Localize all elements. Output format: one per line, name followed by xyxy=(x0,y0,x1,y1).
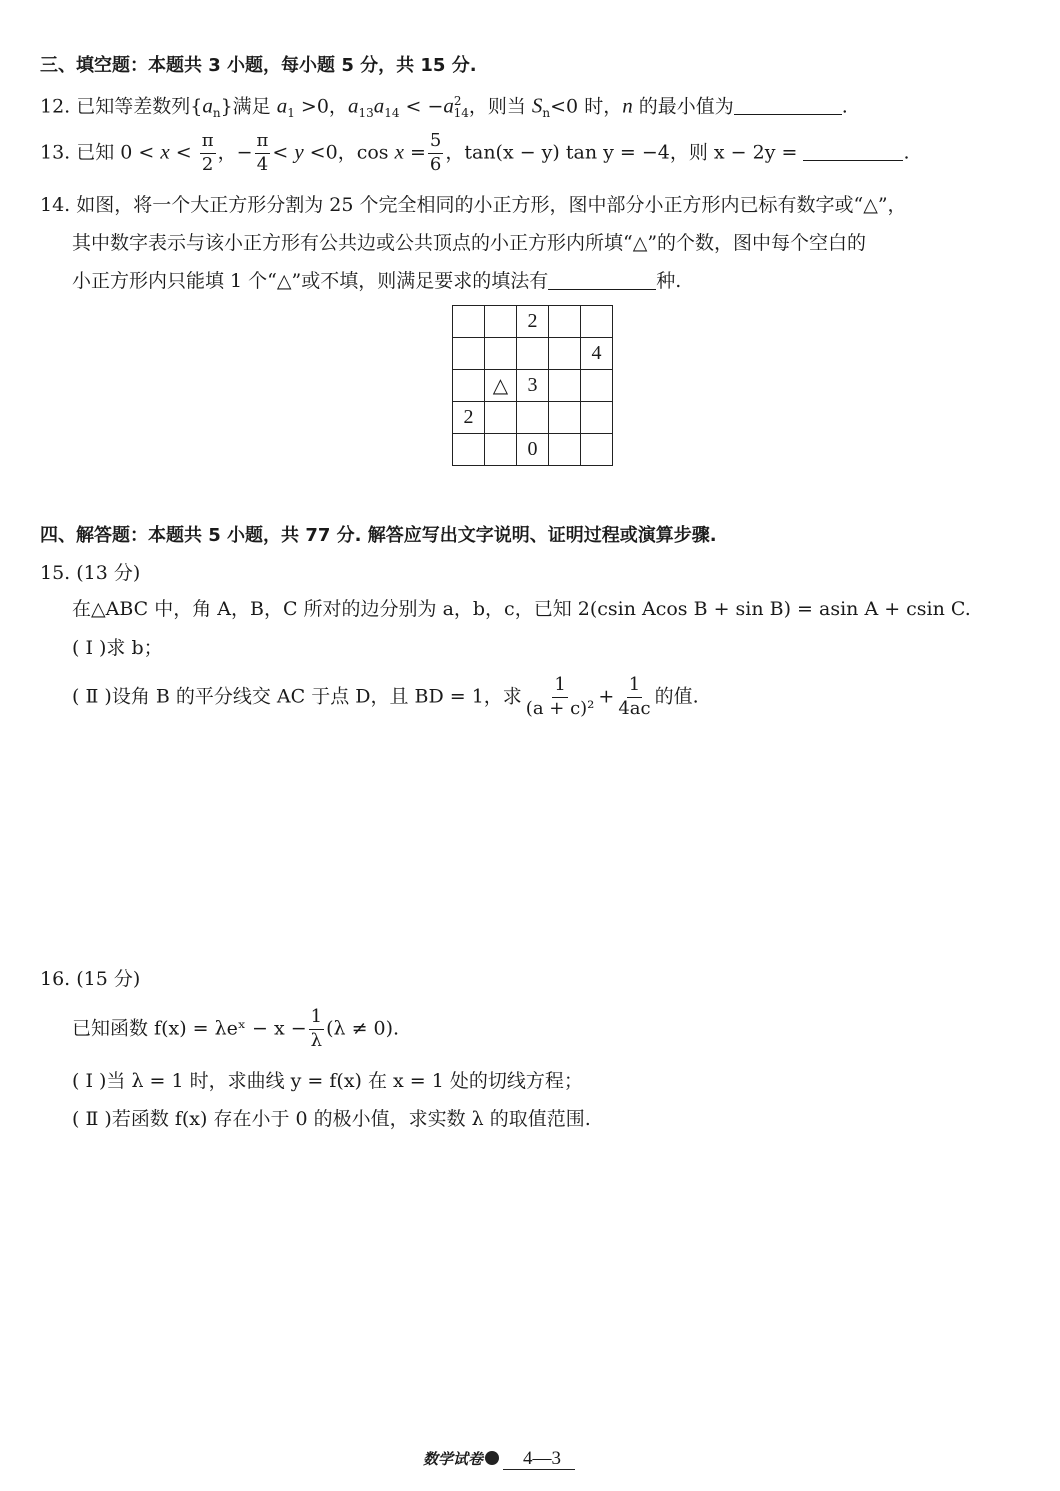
q12-answer-blank[interactable] xyxy=(734,113,842,115)
q13-frac-5-6: $\frac{5}{6}$ xyxy=(429,130,442,175)
grid-cell xyxy=(549,434,581,466)
grid-row xyxy=(453,370,613,402)
q13-tan-part: tan(x − y) tan y = −4，则 xyxy=(464,141,708,164)
q13-number: 13. xyxy=(40,141,71,164)
q16-part-2: ( Ⅱ )若函数 f(x) 存在小于 0 的极小值，求实数 λ 的取值范围. xyxy=(72,1108,591,1130)
grid-cell: 3 xyxy=(517,370,549,402)
section3-heading: 三、填空题：本题共 3 小题，每小题 5 分，共 15 分. xyxy=(40,55,477,76)
q13-answer-blank[interactable] xyxy=(803,159,903,161)
grid-cell xyxy=(549,306,581,338)
q12-text-cond3: <0 时， xyxy=(550,95,623,118)
q12-text-pre: 已知等差数列{ xyxy=(76,95,203,118)
q14-line-3-end: 种. xyxy=(656,270,682,292)
q13-text-pre: 已知 0 < xyxy=(76,141,155,164)
q16-stem xyxy=(72,1008,399,1051)
grid-cell xyxy=(453,434,485,466)
question-12: 12. 已知等差数列$\{a_n\}$满足 $a_1 >0$，$a_{13}a_{14} < -a^2_{14}$，则当 $S_n<0$ 时，n 的最小值为 . xyxy=(40,93,848,121)
grid-cell xyxy=(581,370,613,402)
q15-part-1: ( Ⅰ )求 b； xyxy=(72,637,163,659)
q16-header: 16. (15 分) xyxy=(40,968,141,990)
q15-part-2: ( Ⅱ )设角 B 的平分线交 AC 于点 D，且 BD = 1，求 $\frac{1}{\text{(a + c)²}}$ + $\frac{1}{4ac}$ 的值. xyxy=(72,674,699,719)
q12-text-mid: }满足 xyxy=(220,95,271,118)
grid-cell xyxy=(485,338,517,370)
grid-row xyxy=(453,306,613,338)
grid-cell xyxy=(453,370,485,402)
page-footer xyxy=(423,1448,575,1470)
q16-part-1: ( Ⅰ )当 λ = 1 时，求曲线 y = f(x) 在 x = 1 处的切线方程； xyxy=(72,1070,583,1092)
grid-cell xyxy=(549,402,581,434)
grid-cell xyxy=(581,402,613,434)
q15-frac-2: $\frac{1}{4ac}$ xyxy=(618,674,651,719)
q14-answer-blank[interactable] xyxy=(548,288,656,290)
q12-text-end: 的最小值为 xyxy=(638,95,734,118)
q14-line-2: 其中数字表示与该小正方形有公共边或公共顶点的小正方形内所填“△”的个数，图中每个空白的 xyxy=(72,232,867,254)
footer-page-number: 4—3 xyxy=(503,1448,575,1470)
grid-cell xyxy=(517,402,549,434)
grid-cell: 4 xyxy=(581,338,613,370)
section4-heading: 四、解答题：本题共 5 小题，共 77 分. 解答应写出文字说明、证明过程或演算步骤. xyxy=(40,525,717,546)
grid-cell xyxy=(517,338,549,370)
q13-cos: cos xyxy=(356,141,389,164)
q15-header: 15. (13 分) xyxy=(40,562,141,584)
q14-line-3-text: 小正方形内只能填 1 个“△”或不填，则满足要求的填法有 xyxy=(72,270,549,292)
grid-row xyxy=(453,338,613,370)
grid-cell: △ xyxy=(485,370,517,402)
q16-stem-end: (λ ≠ 0). xyxy=(326,1017,400,1040)
q15-part-2-text: ( Ⅱ )设角 B 的平分线交 AC 于点 D，且 BD = 1，求 xyxy=(72,685,522,708)
q14-line-3 xyxy=(72,272,681,291)
grid-cell: 2 xyxy=(453,402,485,434)
grid-row xyxy=(453,402,613,434)
grid-cell xyxy=(581,434,613,466)
grid-cell xyxy=(453,338,485,370)
q14-grid xyxy=(452,305,613,466)
q16-frac-1-lambda: $\frac{1}{\lambda}$ xyxy=(310,1006,323,1051)
q15-frac-1: $\frac{1}{\text{(a + c)²}}$ xyxy=(525,674,595,719)
q12-number: 12. xyxy=(40,95,71,118)
q16-stem-text: 已知函数 f(x) = λeˣ − x − xyxy=(72,1017,307,1040)
footer-logo-icon xyxy=(485,1451,499,1465)
grid-cell xyxy=(581,306,613,338)
q15-part-2-end: 的值. xyxy=(654,685,699,708)
grid-cell xyxy=(485,402,517,434)
grid-cell xyxy=(453,306,485,338)
grid-cell: 0 xyxy=(517,434,549,466)
q13-rhs: x − 2y = xyxy=(713,141,798,164)
footer-subject: 数学试卷 xyxy=(423,1450,484,1468)
grid-cell xyxy=(485,434,517,466)
q13-frac-pi-2: $\frac{\pi}{2}$ xyxy=(201,130,214,175)
grid-row xyxy=(453,434,613,466)
grid-cell xyxy=(485,306,517,338)
q13-frac-pi-4: $\frac{\pi}{4}$ xyxy=(256,130,269,175)
q14-line-1: 14. 如图，将一个大正方形分割为 25 个完全相同的小正方形，图中部分小正方形内已标有数字或“△”， xyxy=(40,194,907,216)
grid-cell xyxy=(549,338,581,370)
grid-cell: 2 xyxy=(517,306,549,338)
q12-text-cond2: ，则当 xyxy=(468,95,526,118)
question-13: 13. 已知 0 < x < $\frac{\pi}{2}$ ，− $\frac{\pi}{4}$ < y <0，cos x = $\frac{5}{6}$ ，tan(x − y) tan y = −4，则 x − 2y = . xyxy=(40,130,910,175)
q15-stem: 在△ABC 中，角 A，B，C 所对的边分别为 a，b，c，已知 2(csin Acos B + sin B) = asin A + csin C. xyxy=(72,598,971,620)
grid-cell xyxy=(549,370,581,402)
